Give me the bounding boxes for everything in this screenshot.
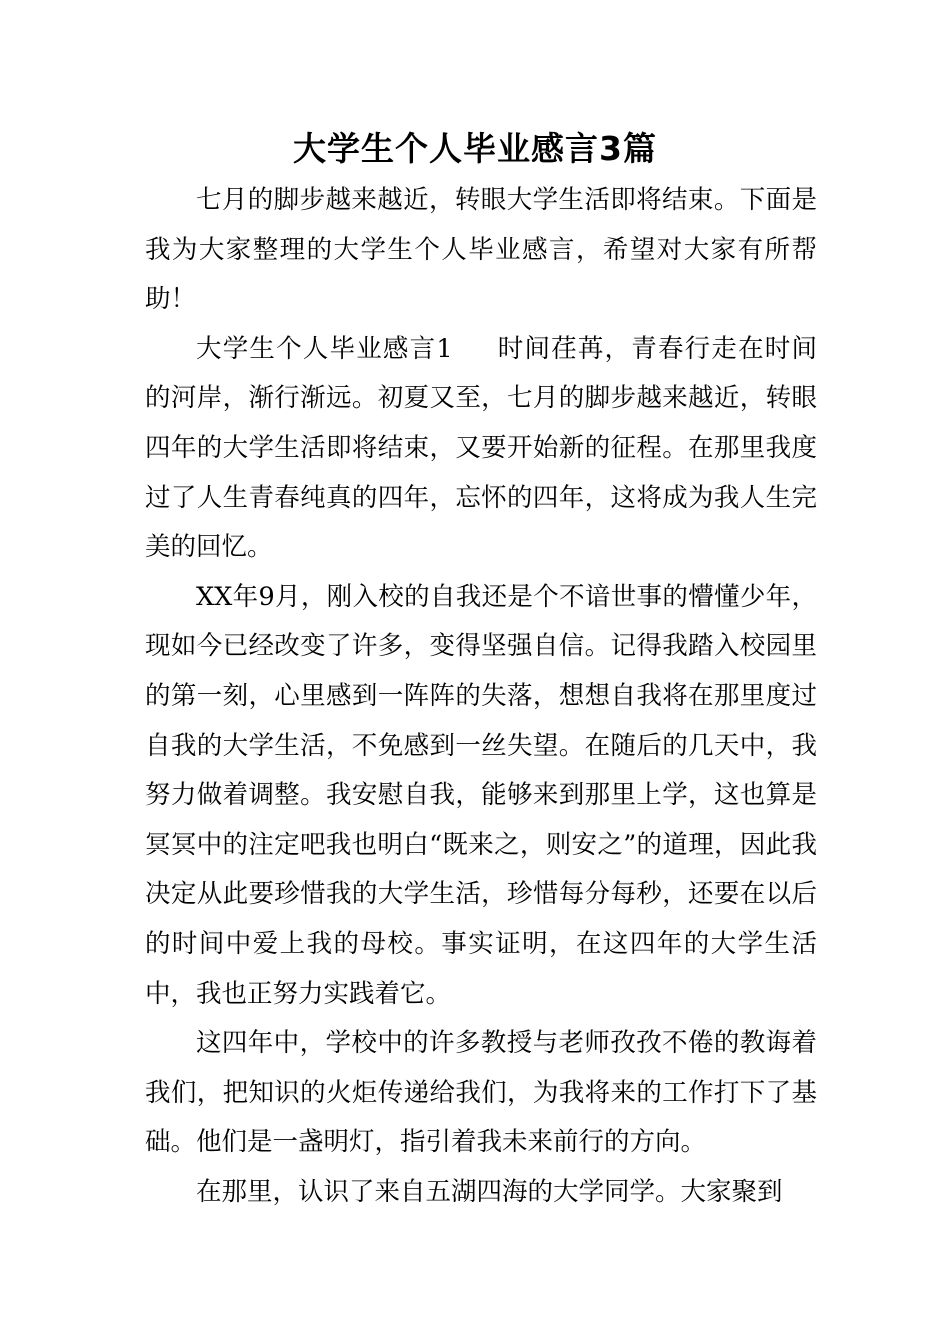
intro-paragraph: 七月的脚步越来越近，转眼大学生活即将结束。下面是我为大家整理的大学生个人毕业感言，希望对大家有所帮助！ [145,185,817,315]
section-1-paragraph-4: 在那里，认识了来自五湖四海的大学同学。大家聚到 [196,1176,783,1207]
document-body [145,176,817,1217]
section-1-heading: 大学生个人毕业感言1 [196,333,453,364]
section-1-paragraph-2: XX年9月，刚入校的自我还是个不谙世事的懵懂少年，现如今已经改变了许多，变得坚强自信。记得我踏入校园里的第一刻，心里感到一阵阵的失落，想想自我将在那里度过自我的大学生活，不免感到一丝失望。在随后的几天中，我努力做着调整。我安慰自我，能够来到那里上学，这也算是冥冥中的注定吧我也明白“既来之，则安之”的道理，因此我决定从此要珍惜我的大学生活，珍惜每分每秒，还要在以后的时间中爱上我的母校。事实证明，在这四年的大学生活中，我也正努力实践着它。 [145,581,817,1009]
section-1-paragraph-3: 这四年中，学校中的许多教授与老师孜孜不倦的教诲着我们，把知识的火炬传递给我们，为我将来的工作打下了基础。他们是一盏明灯，指引着我未来前行的方向。 [145,1028,817,1158]
section-1-paragraph-1: 时间荏苒，青春行走在时间的河岸，渐行渐远。初夏又至，七月的脚步越来越近，转眼四年的大学生活即将结束，又要开始新的征程。在那里我度过了人生青春纯真的四年，忘怀的四年，这将成为我人生完美的回忆。 [145,333,817,563]
section-1-first-paragraph [145,325,817,573]
document-title: 大学生个人毕业感言3篇 [293,129,657,168]
